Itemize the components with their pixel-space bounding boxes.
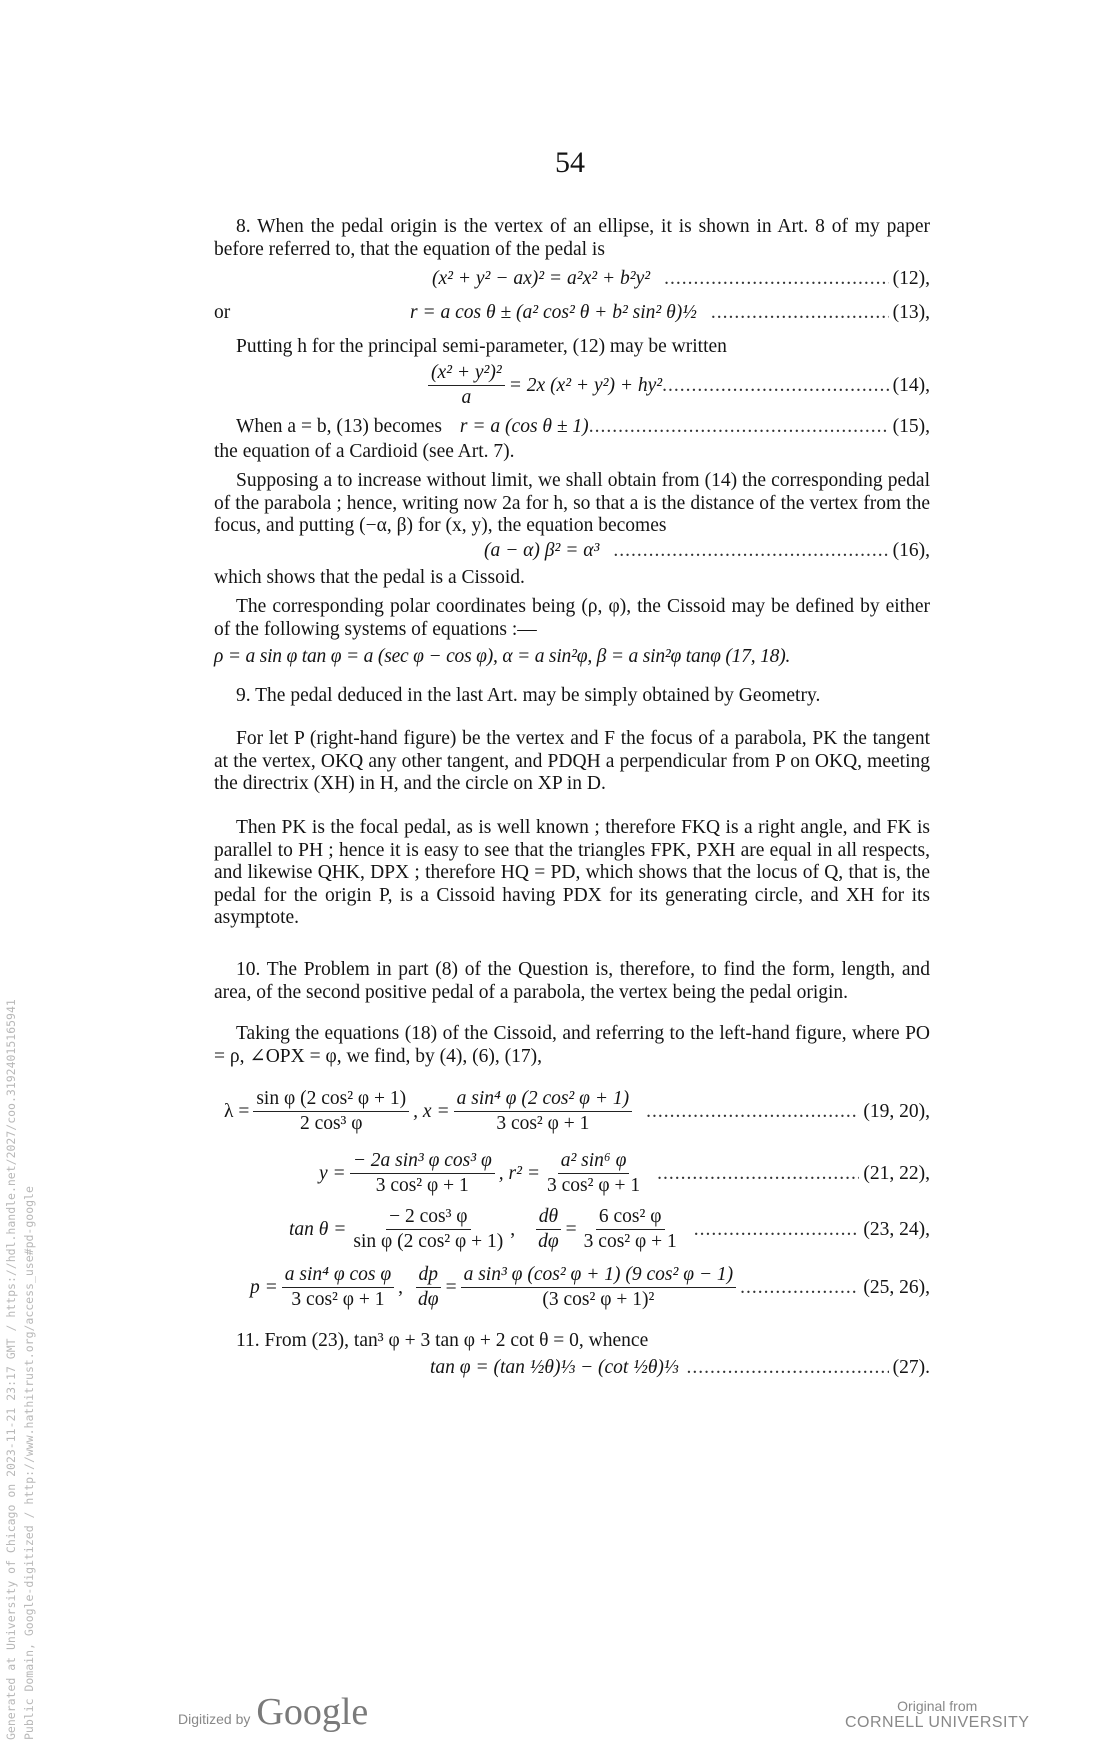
comma: , <box>510 1218 516 1240</box>
equation-number: (27). <box>892 1357 930 1378</box>
equation-27 <box>214 1357 930 1379</box>
equation-text: tan φ = (tan ½θ)⅓ − (cot ½θ)⅓ <box>430 1357 679 1378</box>
lhs: , r² = <box>498 1162 540 1184</box>
art9-p2 <box>214 728 930 796</box>
institution-name: CORNELL UNIVERSITY <box>845 1714 1030 1731</box>
paragraph-text: 9. The pedal deduced in the last Art. may be simply obtained by Geometry. <box>236 685 821 706</box>
equation-text: (a − α) β² = α³ <box>484 540 600 561</box>
denominator: dφ <box>538 1231 559 1252</box>
numerator: sin φ (2 cos² φ + 1) <box>253 1088 409 1112</box>
equation-12 <box>214 268 930 290</box>
equation-number: (16), <box>892 540 930 561</box>
original-source <box>845 1698 1029 1732</box>
equation-19-20 <box>214 1088 930 1135</box>
equation-number: (21, 22), <box>863 1162 930 1184</box>
lhs: p = <box>250 1276 278 1298</box>
equation-14 <box>214 362 930 409</box>
denominator: 3 cos² φ + 1 <box>496 1113 590 1134</box>
equation-21-22 <box>214 1150 930 1197</box>
numerator: a sin⁴ φ cos φ <box>282 1264 394 1288</box>
denominator: 3 cos² φ + 1 <box>375 1175 469 1196</box>
art9-p1 <box>214 685 930 708</box>
equation-text: = 2x (x² + y²) + hy² <box>508 374 663 396</box>
paragraph-text: Then PK is the focal pedal, as is well known ; therefore FKQ is a right angle, and FK is parallel to PH ; hence it is easy to see that the triangles FPK, PXH are equal in all respects, and likewise QHK, DPX ; therefore HQ = PD, which shows that the locus of Q, that is, the pedal for the origin P, is a Cissoid having PDX for its generating circle, and XH for its asymptote. <box>214 817 930 929</box>
watermark-line: Public Domain, Google-digitized / http://www.hathitrust.org/access_use#pd-google <box>22 1186 36 1740</box>
numerator: a sin³ φ (cos² φ + 1) (9 cos² φ − 1) <box>461 1264 737 1288</box>
numerator: a sin⁴ φ (2 cos² φ + 1) <box>454 1088 632 1112</box>
equation-16 <box>214 540 930 562</box>
denominator: 3 cos² φ + 1 <box>546 1175 641 1196</box>
paragraph-text: 8. When the pedal origin is the vertex of an ellipse, it is shown in Art. 8 of my paper before referred to, that the equation of the pedal is <box>214 216 930 260</box>
paragraph-text: When a = b, (13) becomes <box>236 416 442 437</box>
watermark-line: Generated at University of Chicago on 2023-11-21 23:17 GMT / https://hdl.handle.net/2027/coo.31924015165941 <box>4 999 18 1740</box>
equation-number: (13), <box>892 302 930 323</box>
equation-25-26 <box>214 1264 930 1311</box>
polar-paragraph <box>214 596 930 641</box>
denominator: dφ <box>418 1289 439 1310</box>
equation-text: (x² + y² − ax)² = a²x² + b²y² <box>432 268 651 289</box>
equals: = <box>565 1218 577 1240</box>
equation-number: (12), <box>892 268 930 289</box>
paragraph-text: Supposing a to increase without limit, we shall obtain from (14) the corresponding pedal of the parabola ; hence, writing now 2a for h, so that a is the distance of the vertex from the focus, and putting (−α, β) for (x, y), the equation becomes <box>214 470 930 537</box>
equation-15 <box>214 416 930 438</box>
paragraph-text: Putting h for the principal semi-parameter, (12) may be written <box>236 336 727 357</box>
lhs: tan θ = <box>289 1218 347 1240</box>
lhs: λ = <box>224 1100 250 1122</box>
denominator: sin φ (2 cos² φ + 1) <box>353 1231 504 1252</box>
art11-p1 <box>214 1330 930 1353</box>
or-text: or <box>214 302 231 323</box>
paragraph-text: The corresponding polar coordinates being (ρ, φ), the Cissoid may be defined by either of the following systems of equations :— <box>214 596 930 640</box>
numerator: dp <box>416 1264 442 1288</box>
numerator: a² sin⁶ φ <box>558 1150 630 1174</box>
equation-13 <box>214 302 930 324</box>
equals: = <box>445 1276 457 1298</box>
equation-number: (15), <box>892 416 930 437</box>
numerator: (x² + y²)² <box>428 362 505 386</box>
numerator: 6 cos² φ <box>596 1206 665 1230</box>
equation-number: (19, 20), <box>863 1100 930 1122</box>
art10-p1 <box>214 959 930 1004</box>
comma: , <box>398 1276 404 1298</box>
original-from-label: Original from <box>897 1698 978 1714</box>
art10-p2 <box>214 1023 930 1068</box>
equation-17-18: ρ = a sin φ tan φ = a (sec φ − cos φ), α = a sin²φ, β = a sin²φ tanφ (17, 18). <box>214 646 791 667</box>
paragraph-text: 11. From (23), tan³ φ + 3 tan φ + 2 cot θ = 0, whence <box>236 1330 649 1351</box>
cissoid-text: which shows that the pedal is a Cissoid. <box>214 567 525 588</box>
equation-text: r = a (cos θ ± 1) <box>459 416 589 437</box>
denominator: 3 cos² φ + 1 <box>583 1231 677 1252</box>
art8-intro <box>214 216 930 261</box>
denominator: 3 cos² φ + 1 <box>291 1289 385 1310</box>
equation-number: (14), <box>892 374 930 396</box>
digitized-by-label: Digitized by <box>178 1711 251 1727</box>
equation-text: r = a cos θ ± (a² cos² θ + b² sin² θ)½ <box>410 302 697 323</box>
paragraph-text: Taking the equations (18) of the Cissoid, and referring to the left-hand figure, where PO = ρ, ∠OPX = φ, we find, by (4), (6), (17), <box>214 1023 930 1067</box>
denominator: 2 cos³ φ <box>299 1113 363 1134</box>
paragraph-text: For let P (right-hand figure) be the vertex and F the focus of a parabola, PK the tangent at the vertex, OKQ any other tangent, and PDQH a perpendicular from P on OKQ, meeting the directrix (XH) in H, and the circle on XP in D. <box>214 728 930 795</box>
google-logo: Google <box>256 1691 369 1733</box>
digitized-by-google <box>178 1690 368 1734</box>
art9-p3 <box>214 817 930 930</box>
numerator: − 2a sin³ φ cos³ φ <box>350 1150 495 1174</box>
equation-23-24 <box>214 1206 930 1253</box>
putting-text <box>214 336 930 359</box>
equation-number: (25, 26), <box>863 1276 930 1298</box>
page-number: 54 <box>555 146 585 179</box>
denominator: (3 cos² φ + 1)² <box>542 1289 655 1310</box>
denominator: a <box>461 387 472 408</box>
supposing-paragraph <box>214 470 930 538</box>
hathitrust-watermark <box>2 999 38 1740</box>
lhs: , x = <box>413 1100 450 1122</box>
paragraph-text: 10. The Problem in part (8) of the Question is, therefore, to find the form, length, and area, of the second positive pedal of a parabola, the vertex being the pedal origin. <box>214 959 930 1003</box>
cardioid-text: the equation of a Cardioid (see Art. 7). <box>214 441 515 462</box>
equation-number: (23, 24), <box>863 1218 930 1240</box>
numerator: − 2 cos³ φ <box>386 1206 470 1230</box>
lhs: y = <box>319 1162 346 1184</box>
numerator: dθ <box>536 1206 561 1230</box>
